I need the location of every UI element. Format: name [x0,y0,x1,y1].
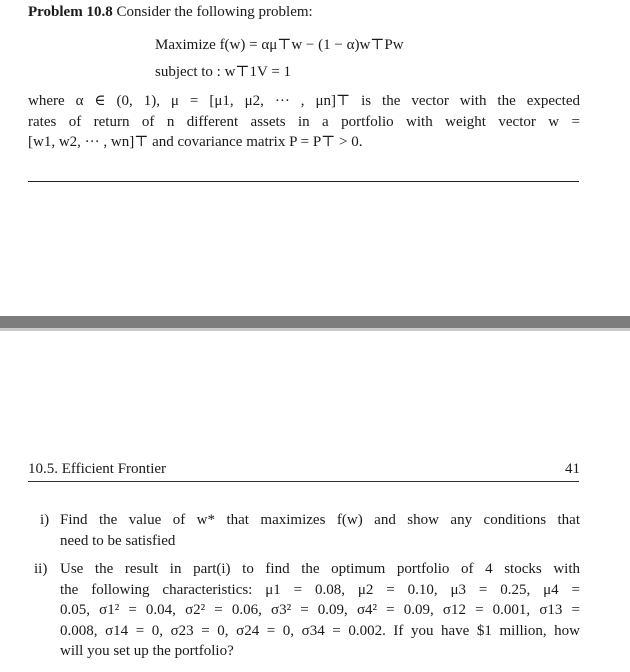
objective-equation: Maximize f(w) = αμ⊤w − (1 − α)w⊤Pw [155,37,404,53]
question-line: need to be satisfied [60,532,176,549]
page-separator-shadow [0,328,630,331]
problem-intro: Consider the following problem: [116,4,313,20]
question-line: Find the value of w* that maximizes f(w) and show any conditions that [60,512,580,528]
description-line: where α ∈ (0, 1), μ = [μ1, μ2, ··· , μn]⊤ is the vector with the expected [28,93,580,109]
description-line: [w1, w2, ··· , wn]⊤ and covariance matrix P = P⊤ > 0. [28,134,363,150]
question-line: Use the result in part(i) to find the optimum portfolio of 4 stocks with [60,561,580,577]
question-ii [34,559,580,662]
question-i [40,510,580,551]
question-line: 0.05, σ1² = 0.04, σ2² = 0.06, σ3² = 0.09, σ4² = 0.09, σ12 = 0.001, σ13 = [60,602,580,618]
section-header: 10.5. Efficient Frontier [28,461,167,477]
constraint-equation: subject to : w⊤1V = 1 [155,64,292,80]
question-line: will you set up the portfolio? [60,643,234,659]
problem-label: Problem 10.8 [28,4,113,20]
header-rule [28,481,579,482]
problem-heading [28,4,313,21]
question-line: the following characteristics: μ1 = 0.08, μ2 = 0.10, μ3 = 0.25, μ4 = [60,581,580,598]
page-separator [0,316,630,328]
horizontal-rule [28,181,579,182]
question-line: 0.008, σ14 = 0, σ23 = 0, σ24 = 0, σ34 = 0.002. If you have $1 million, how [60,622,580,639]
question-label: ii) [34,561,48,577]
description-line: rates of return of n different assets in a portfolio with weight vector w = [28,113,580,130]
problem-description [28,91,580,153]
question-label: i) [40,512,50,528]
page-number: 41 [565,461,580,477]
